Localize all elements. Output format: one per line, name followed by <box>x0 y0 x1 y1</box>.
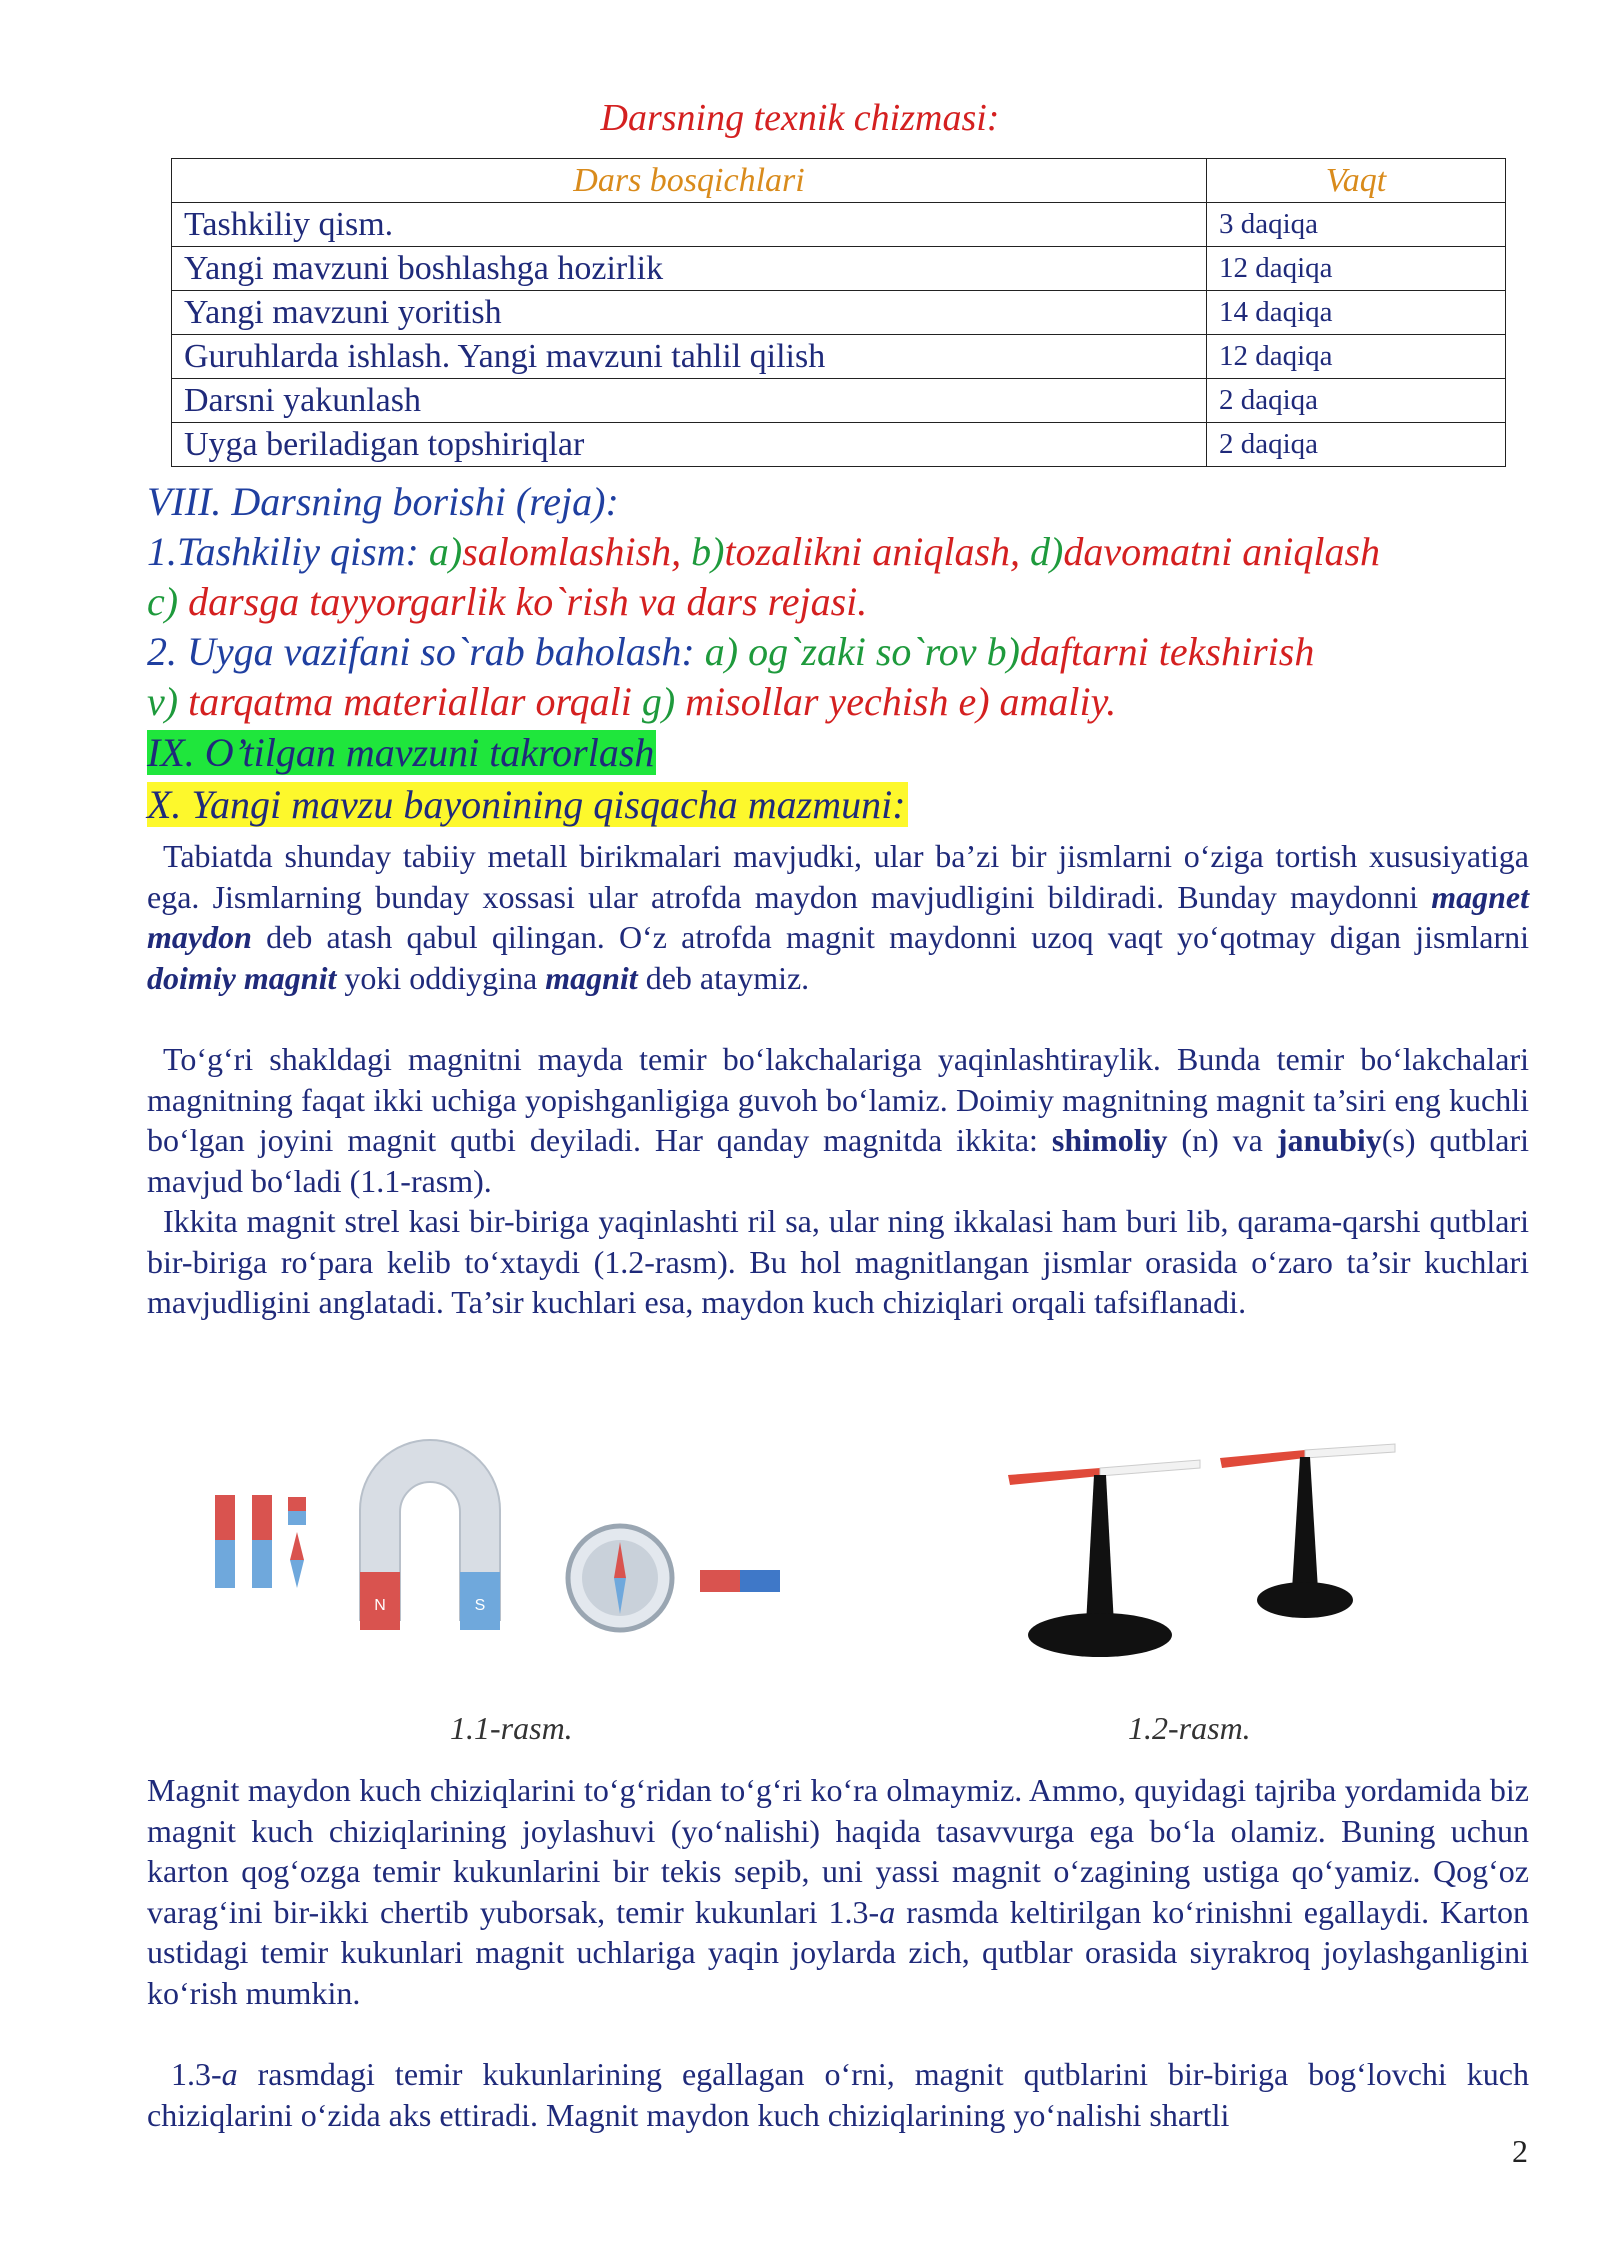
plan-item-2-label: 2. Uyga vazifani so`rab baholash: <box>147 629 695 674</box>
item-text: a) og`zaki so`rov <box>704 629 977 674</box>
marker-g: g) <box>641 679 676 724</box>
lesson-plan-table <box>171 158 1506 467</box>
item-text: tozalikni aniqlash, <box>724 529 1021 574</box>
table-cell-time: 2 daqiqa <box>1207 423 1506 467</box>
text-run: rasmdagi temir kukunlarining egallagan o‘rni, magnit qutblarini bir-biriga bog‘lovchi kuch chiziqlarini o‘zida aks ettiradi. Magnit maydon kuch chiziqlarining yo‘nalishi shartli <box>147 2056 1529 2133</box>
table-row <box>172 203 1506 247</box>
text-run: a <box>221 2056 238 2092</box>
table-cell-stage: Uyga beriladigan topshiriqlar <box>172 423 1207 467</box>
paragraph-5 <box>147 2054 1529 2135</box>
item-text: davomatni aniqlash <box>1063 529 1381 574</box>
section-9-heading-line <box>147 728 656 778</box>
table-row <box>172 247 1506 291</box>
table-cell-time: 2 daqiqa <box>1207 379 1506 423</box>
text-run: 1.3- <box>171 2056 222 2092</box>
marker-a: a) <box>428 529 463 574</box>
marker-c: c) <box>147 579 179 624</box>
table-cell-stage: Yangi mavzuni boshlashga hozirlik <box>172 247 1207 291</box>
table-row <box>172 423 1506 467</box>
marker-b: b) <box>986 629 1020 674</box>
text-run: deb atash qabul qilingan. O‘z atrofda magnit maydonni uzoq vaqt yo‘qotmay digan jismlarni <box>251 919 1529 955</box>
table-header-time: Vaqt <box>1207 159 1506 203</box>
term-south: janubiy <box>1276 1122 1382 1158</box>
term-permanent-magnet: doimiy magnit <box>147 959 337 996</box>
small-bar-magnet-icon <box>700 1570 780 1592</box>
figure-1-1-magnets <box>190 1420 870 1690</box>
horseshoe-magnet-icon <box>360 1440 500 1630</box>
table-cell-stage: Darsni yakunlash <box>172 379 1207 423</box>
text-run: a <box>879 1893 896 1930</box>
table-row <box>172 379 1506 423</box>
needle-stand-icon <box>1008 1460 1200 1657</box>
term-magnet: magnit <box>545 959 638 996</box>
marker-e: e) <box>958 679 990 724</box>
item-text: salomlashish, <box>462 529 682 574</box>
marker-b: b) <box>691 529 725 574</box>
table-header-stages: Dars bosqichlari <box>172 159 1207 203</box>
table-row <box>172 335 1506 379</box>
term-magnet-field: magnet maydon <box>147 878 1529 955</box>
table-cell-time: 12 daqiqa <box>1207 335 1506 379</box>
figure-1-1-caption: 1.1-rasm. <box>450 1710 573 1746</box>
table-row <box>172 291 1506 335</box>
needle-stand-icon <box>1220 1444 1395 1618</box>
figure-1-2-compass-needles <box>1000 1430 1420 1670</box>
text-run: yoki oddiygina <box>336 959 546 996</box>
section-9-heading: IX. O’tilgan mavzuni takrorlash <box>147 730 655 775</box>
bar-magnet-icon <box>215 1495 306 1588</box>
marker-d: d) <box>1030 529 1064 574</box>
text-run: Tabiatda shunday tabiiy metall birikmalari mavjudki, ular ba’zi bir jismlarni o‘ziga tortish xususiyatiga ega. Jismlarning bunday xossasi ular atrofda maydon mavjudligini bildiradi. Bunday maydonni <box>147 838 1529 915</box>
plan-item-1-line-2 <box>147 577 867 627</box>
term-north: shimoliy <box>1051 1122 1168 1158</box>
pole-s-label: S <box>474 1597 486 1614</box>
section-10-heading-line <box>147 780 908 830</box>
section-8-heading: VIII. Darsning borishi (reja): <box>147 479 619 524</box>
item-text: misollar yechish <box>685 679 949 724</box>
table-header-row <box>172 159 1506 203</box>
table-cell-time: 3 daqiqa <box>1207 203 1506 247</box>
table-cell-stage: Tashkiliy qism. <box>172 203 1207 247</box>
text-run: (n) va <box>1167 1122 1277 1158</box>
plan-item-1-label: 1.Tashkiliy qism: <box>147 529 419 574</box>
page-title: Darsning texnik chizmasi: <box>600 97 1000 139</box>
pole-n-label: N <box>374 1597 386 1614</box>
item-text: tarqatma materiallar orqali <box>188 679 632 724</box>
plan-item-2-line-1 <box>147 627 1314 677</box>
paragraph-3: Ikkita magnit strel kasi bir-biriga yaqinlashti ril sa, ular ning ikkalasi ham buri lib, qarama-qarshi qutblari bir-biriga ro‘para kelib to‘xtaydi (1.2-rasm). Bu hol magnitlangan jismlar orasida o‘zaro ta’sir kuchlari mavjudligini anglatadi. Ta’sir kuchlari esa, maydon kuch chiziqlari orqali tafsiflanadi. <box>147 1203 1529 1320</box>
table-cell-time: 14 daqiqa <box>1207 291 1506 335</box>
table-cell-stage: Yangi mavzuni yoritish <box>172 291 1207 335</box>
marker-v: v) <box>147 679 179 724</box>
paragraph-1 <box>147 836 1529 998</box>
item-text: amaliy. <box>999 679 1117 724</box>
plan-item-2-line-2 <box>147 677 1116 727</box>
section-10-heading: X. Yangi mavzu bayonining qisqacha mazmuni: <box>147 782 906 827</box>
text-run: (s) qutblari mavjud bo‘ladi (1.1-rasm). <box>147 1122 1530 1199</box>
item-text: darsga tayyorgarlik ko`rish va dars rejasi. <box>188 579 868 624</box>
page-number: 2 <box>1512 2133 1528 2169</box>
paragraph-4 <box>147 1770 1529 2013</box>
text-run: rasmda keltirilgan ko‘rinishni egallaydi. Karton ustidagi temir kukunlari magnit uchlariga yaqin joylarda zich, qutblar orasida siyrakroq joylashganligini ko‘rish mumkin. <box>147 1893 1530 2011</box>
figure-1-2-caption: 1.2-rasm. <box>1128 1710 1251 1746</box>
text-run: To‘g‘ri shakldagi magnitni mayda temir bo‘lakchalariga yaqinlashtiraylik. Bunda temir bo‘lakchalari magnitning faqat ikki uchiga yopishganligiga guvoh bo‘lamiz. Doimiy magnitning magnit ta’siri eng kuchli bo‘lgan joyini magnit qutbi deyiladi. Har qanday magnitda ikkita: <box>147 1041 1529 1158</box>
compass-icon <box>568 1526 672 1630</box>
table-cell-time: 12 daqiqa <box>1207 247 1506 291</box>
text-run: deb ataymiz. <box>637 959 810 996</box>
paragraph-2 <box>147 1039 1529 1201</box>
item-text: daftarni tekshirish <box>1019 629 1315 674</box>
table-cell-stage: Guruhlarda ishlash. Yangi mavzuni tahlil qilish <box>172 335 1207 379</box>
plan-item-1-line-1 <box>147 527 1380 577</box>
text-run: Magnit maydon kuch chiziqlarini to‘g‘ridan to‘g‘ri ko‘ra olmaymiz. Ammo, quyidagi tajriba yordamida biz magnit kuch chiziqlarining joylashuvi (yo‘nalishi) haqida tasavvurga ega bo‘la olamiz. Buning uchun karton qog‘ozga temir kukunlarini bir tekis sepib, uni yassi magnit o‘zagining ustiga qo‘yamiz. Qog‘oz varag‘ini bir-ikki chertib yuborsak, temir kukunlari 1.3- <box>147 1772 1529 1930</box>
